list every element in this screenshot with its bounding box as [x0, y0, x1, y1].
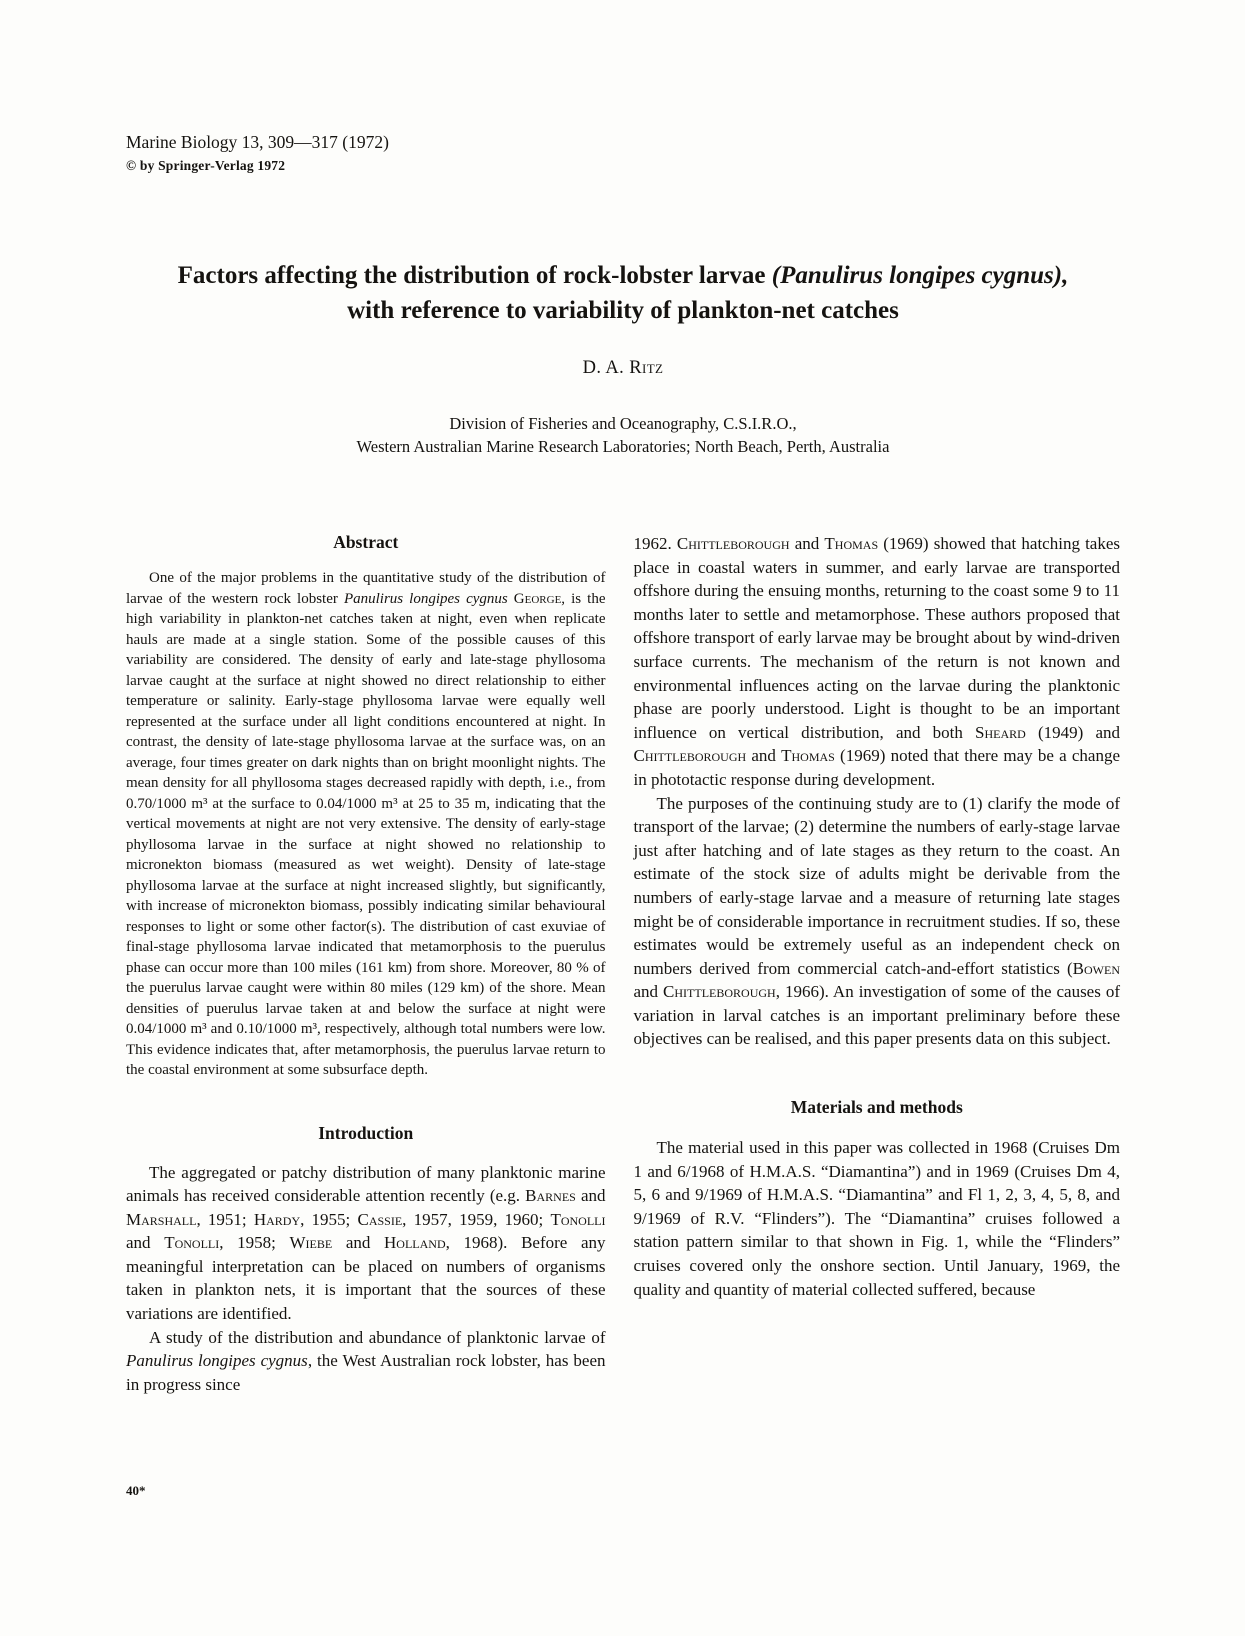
materials-paragraph-1: The material used in this paper was collected in 1968 (Cruises Dm 1 and 6/1968 of H.M.A.S. “Diamantina”) and in 1969 (Cruises Dm 4, 5, 6 and 9/1969 of H.M.A.S. “Diamantina” and Fl 1, 2, 3, 4, 5, 8, and 9/1969 of R.V. “Flinders”). The “Diamantina” cruises followed a station pattern similar to that shown in Fig. 1, while the “Flinders” cruises covered only the onshore section. Until January, 1969, the quality and quantity of material collected suffered, because [633, 1138, 1120, 1299]
copyright-line: © by Springer-Verlag 1972 [126, 158, 286, 173]
author-line [126, 358, 1120, 379]
masthead [126, 132, 1120, 174]
title-line-2: with reference to variability of plankton-net catches [347, 297, 899, 324]
affiliation [126, 412, 1120, 458]
introduction-paragraph-2: A study of the distribution and abundance of planktonic larvae of Panulirus longipes cygnus, the West Australian rock lobster, has been in progress since [126, 1327, 606, 1394]
affiliation-line-2: Western Australian Marine Research Laboratories; North Beach, Perth, Australia [356, 437, 890, 456]
abstract-text: One of the major problems in the quantitative study of the distribution of larvae of the western rock lobster Panulirus longipes cygnus George, is the high variability in plankton-net catches taken at night, even when replicate hauls are made at a single station. Some of the possible causes of this variability are considered. The density of early and late-stage phyllosoma larvae caught at the surface at night showed no direct relationship to either temperature or salinity. Early-stage phyllosoma larvae were equally well represented at the surface under all light conditions encountered at night. In contrast, the density of late-stage phyllosoma larvae at the surface was, on an average, four times greater on dark nights than on bright moonlight nights. The mean density for all phyllosoma stages decreased rapidly with depth, i.e., from 0.70/1000 m³ at the surface to 0.04/1000 m³ at 25 to 35 m, indicating that the vertical movements at night are not very extensive. The density of early-stage phyllosoma larvae in the surface at night showed no relationship to micronekton biomass (measured as wet weight). Density of late-stage phyllosoma larvae at the surface at night increased slightly, but significantly, with increase of micronekton biomass, possibly indicating similar behavioural responses to light or some other factor(s). The distribution of cast exuviae of final-stage phyllosoma larvae indicated that metamorphosis to the puerulus phase can occur more than 100 miles (161 km) from shore. Moreover, 80 % of the puerulus larvae caught were within 80 miles (129 km) of the shore. Mean densities of puerulus larvae taken at and below the surface at night were 0.04/1000 m³ and 0.10/1000 m³, respectively, although total numbers were low. This evidence indicates that, after metamorphosis, the puerulus larvae return to the coastal environment at some subsurface depth. [126, 570, 606, 1078]
column-left [126, 532, 606, 1396]
signature-mark: 40* [126, 1483, 146, 1498]
introduction-paragraph-1: The aggregated or patchy distribution of many planktonic marine animals has received considerable attention recently (e.g. Barnes and Marshall, 1951; Hardy, 1955; Cassie, 1957, 1959, 1960; Tonolli and Tonolli, 1958; Wiebe and Holland, 1968). Before any meaningful interpretation can be placed on numbers of organisms taken in plankton nets, it is important that the sources of these variations are identified. [126, 1162, 606, 1324]
column-right [634, 532, 1121, 1396]
affiliation-line-1: Division of Fisheries and Oceanography, C.S.I.R.O., [449, 414, 797, 433]
abstract-heading: Abstract [333, 532, 399, 552]
author-name: D. A. Ritz [582, 358, 664, 378]
introduction-heading: Introduction [318, 1122, 414, 1143]
title-line-1: Factors affecting the distribution of rock-lobster larvae (Panulirus longipes cygnus), [177, 262, 1069, 289]
two-column-body [126, 532, 1120, 1396]
continuation-paragraph-1: 1962. Chittleborough and Thomas (1969) showed that hatching takes place in coastal waters in summer, and early larvae are transported offshore during the ensuing months, returning to the coast some 9 to 11 months later to settle and metamorphose. These authors proposed that offshore transport of early larvae may be brought about by wind-driven surface currents. The mechanism of the return is not known and environmental influences acting on the larvae during the planktonic phase are poorly understood. Light is thought to be an important influence on vertical distribution, and both Sheard (1949) and Chittleborough and Thomas (1969) noted that there may be a change in phototactic response during development. [633, 534, 1121, 789]
journal-citation: Marine Biology 13, 309—317 (1972) [126, 132, 389, 152]
continuation-paragraph-2: The purposes of the continuing study are to (1) clarify the mode of transport of the larvae; (2) determine the numbers of early-stage larvae just after hatching and of late stages as they return to the coast. An estimate of the stock size of adults might be derivable from the numbers of early-stage larvae and a measure of returning late stages might be of considerable importance in recruitment studies. If so, these estimates would be extremely useful as an independent check on numbers derived from commercial catch-and-effort statistics (Bowen and Chittleborough, 1966). An investigation of some of the causes of variation in larval catches is an important preliminary before these objectives can be realised, and this paper presents data on this subject. [633, 793, 1121, 1049]
materials-heading: Materials and methods [790, 1097, 963, 1118]
article-title [126, 258, 1120, 328]
